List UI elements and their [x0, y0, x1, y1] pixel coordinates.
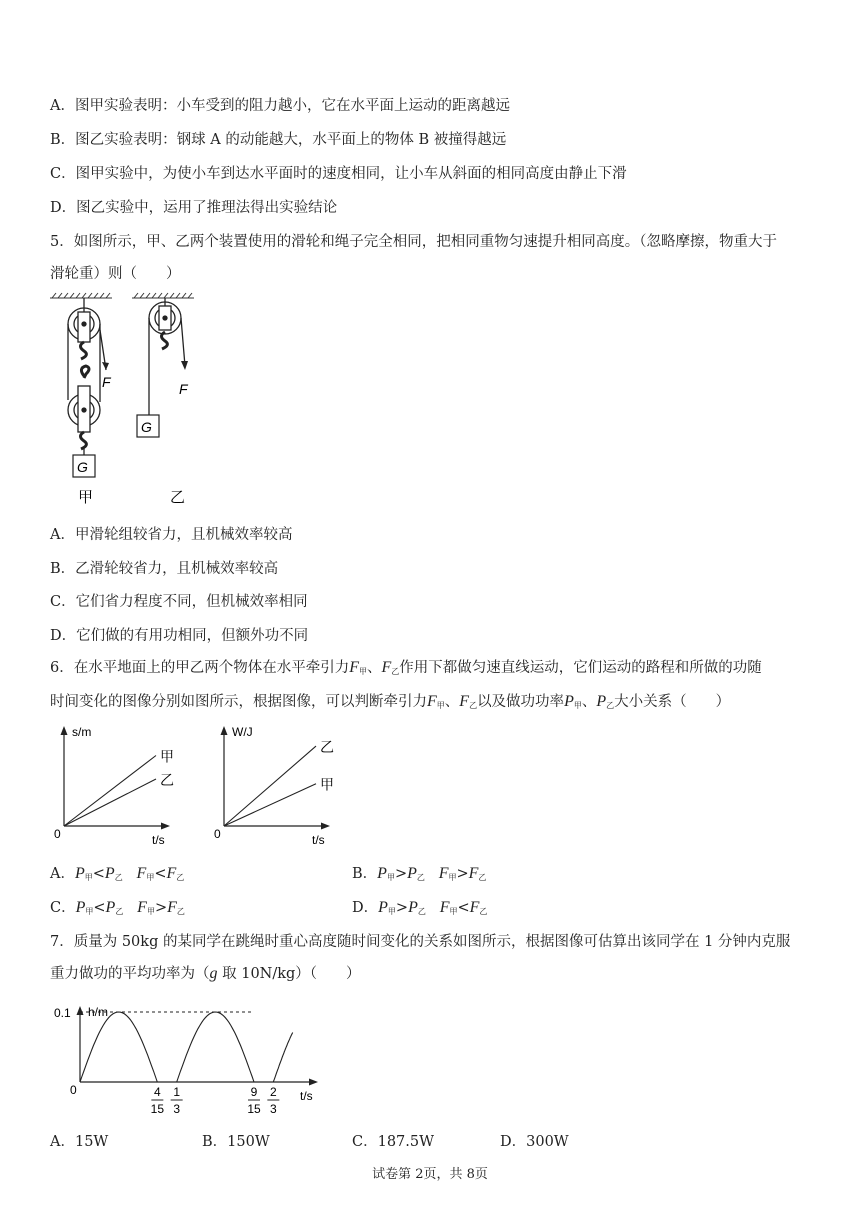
series-label-0: 乙 [320, 739, 334, 756]
caption-jia: 甲 [78, 489, 94, 506]
x-tick-num-1: 1 [173, 1085, 181, 1099]
y-axis-label: h/m [88, 1005, 109, 1019]
q7-stem-line1: 7．质量为 50kg 的某同学在跳绳时重心高度随时间变化的关系如图所示，根据图像可估算出该同学在 1 分钟内克服 [50, 934, 791, 950]
q5-option-d: D．它们做的有用功相同，但额外功不同 [50, 628, 309, 644]
x-tick-den-1: 3 [173, 1102, 181, 1116]
x-axis-label: t/s [300, 1089, 313, 1103]
series-line-0 [224, 746, 316, 826]
q7-stem-line2: 重力做功的平均功率为（g 取 10N/kg）（ ） [50, 965, 361, 982]
x-tick-den-2: 15 [247, 1102, 261, 1116]
chart-w-t [200, 722, 350, 852]
q7-option-a: A．15W [50, 1134, 109, 1150]
pulley-figure [40, 290, 220, 510]
q6-stem-line1: 6．在水平地面上的甲乙两个物体在水平牵引力$F_甲$、$F_乙$作用下都做匀速直线运动，它们运动的路程和所做的功随 [50, 659, 762, 676]
caption-yi: 乙 [170, 489, 186, 506]
y-axis-label: W/J [232, 725, 253, 739]
origin-label: 0 [70, 1083, 77, 1097]
q5-option-b: B．乙滑轮较省力，且机械效率较高 [50, 561, 279, 577]
y-axis-arrow [221, 726, 228, 735]
q7-option-c: C．187.5W [352, 1134, 435, 1150]
series-label-0: 甲 [160, 748, 174, 765]
height-arc-1 [177, 1012, 254, 1082]
q5-option-c: C．它们省力程度不同，但机械效率相同 [50, 594, 308, 610]
series-label-1: 甲 [320, 776, 334, 793]
q5-stem-line2: 滑轮重）则（ ） [50, 266, 181, 282]
yi-force-label: F [179, 381, 188, 397]
series-line-1 [224, 784, 316, 826]
q6-option-d: D．$P_甲>P_乙$ $F_甲<F_乙$ [352, 899, 488, 916]
q4-option-c: C．图甲实验中，为使小车到达水平面时的速度相同，让小车从斜面的相同高度由静止下滑 [50, 166, 627, 182]
y-axis-label: s/m [72, 725, 92, 739]
q4-option-d: D．图乙实验中，运用了推理法得出实验结论 [50, 200, 338, 216]
x-axis-arrow [161, 823, 170, 830]
yi-fixed-pulley [149, 298, 185, 415]
chart-h-t [40, 990, 340, 1120]
series-line-1 [64, 779, 156, 826]
q5-stem-line1: 5．如图所示，甲、乙两个装置使用的滑轮和绳子完全相同，把相同重物匀速提升相同高度。（忽略摩擦，物重大于 [50, 234, 777, 250]
x-tick-num-2: 9 [250, 1085, 258, 1099]
origin-label: 0 [54, 827, 61, 841]
q7-option-b: B．150W [202, 1134, 270, 1150]
x-axis-label: t/s [152, 833, 165, 847]
series-label-1: 乙 [160, 772, 174, 788]
series-line-0 [64, 756, 156, 827]
height-arc-0 [80, 1012, 157, 1082]
jia-weight-label: G [77, 459, 88, 475]
x-tick-num-0: 4 [153, 1085, 161, 1099]
jia-fixed-pulley [68, 298, 100, 359]
q5-option-a: A．甲滑轮组较省力，且机械效率较高 [50, 527, 293, 543]
x-axis-arrow [309, 1079, 318, 1086]
y-axis-arrow [61, 726, 68, 735]
height-arc-2 [273, 1033, 292, 1083]
q6-option-a: A．$P_甲<P_乙$ $F_甲<F_乙$ [50, 865, 185, 882]
q6-option-c: C．$P_甲<P_乙$ $F_甲>F_乙$ [50, 899, 185, 916]
q4-option-a: A．图甲实验表明：小车受到的阻力越小，它在水平面上运动的距离越远 [50, 98, 510, 114]
x-tick-den-3: 3 [269, 1102, 277, 1116]
yi-force-arrow [181, 361, 188, 370]
q6-stem-line2: 时间变化的图像分别如图所示，根据图像，可以判断牵引力$F_甲$、$F_乙$以及做功功率$P_甲$、$P_乙$大小关系（ ） [50, 693, 731, 710]
x-axis-label: t/s [312, 833, 325, 847]
x-tick-den-0: 15 [150, 1102, 165, 1116]
jia-force-label: F [102, 374, 111, 390]
jia-movable-pulley [68, 366, 100, 455]
jia-force-arrow [102, 362, 109, 370]
page-footer: 试卷第 2页，共 8页 [372, 1167, 488, 1182]
ceiling-right [132, 293, 194, 298]
q4-option-b: B．图乙实验表明：钢球 A 的动能越大，水平面上的物体 B 被撞得越远 [50, 132, 507, 148]
x-axis-arrow [321, 823, 330, 830]
x-tick-num-3: 2 [269, 1085, 277, 1099]
y-tick-label: 0.1 [54, 1006, 71, 1020]
y-axis-arrow [77, 1006, 84, 1015]
chart-s-t [40, 722, 190, 852]
q6-option-b: B．$P_甲>P_乙$ $F_甲>F_乙$ [352, 865, 487, 882]
origin-label: 0 [214, 827, 221, 841]
yi-weight-label: G [141, 419, 152, 435]
q7-option-d: D．300W [500, 1134, 569, 1150]
ceiling-left [50, 293, 112, 298]
